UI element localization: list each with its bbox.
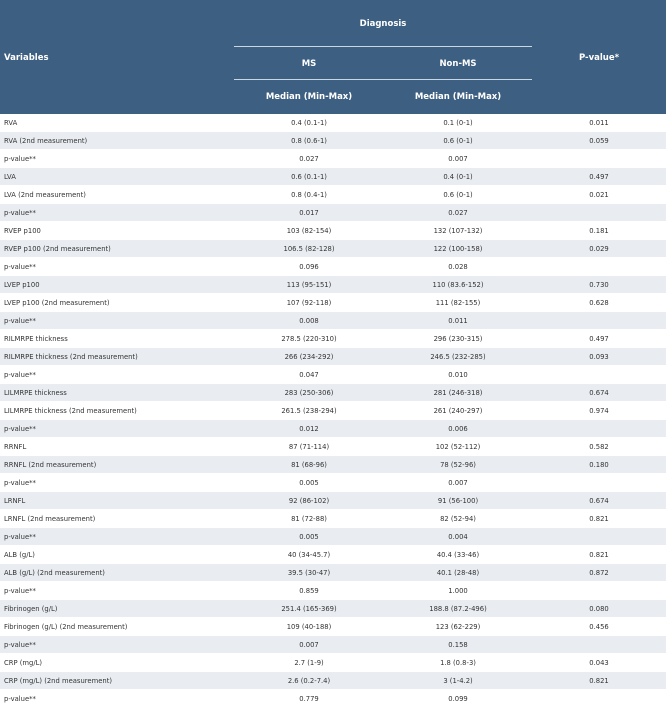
variable-cell: ALB (g/L) (2nd measurement) [4, 568, 105, 577]
non-ms-cell: 111 (82-155) [435, 298, 481, 307]
table-row [0, 258, 666, 276]
table-row [0, 132, 666, 150]
non-ms-cell: 0.158 [448, 640, 468, 649]
pvalue-cell: 0.080 [589, 604, 609, 613]
ms-cell: 103 (82-154) [286, 226, 332, 235]
ms-cell: 2.7 (1-9) [294, 658, 324, 667]
table-row [0, 564, 666, 582]
table-row [0, 528, 666, 546]
table-row [0, 402, 666, 420]
table-row [0, 582, 666, 600]
variable-cell: p-value** [4, 208, 36, 217]
pvalue-cell: 0.456 [589, 622, 609, 631]
table-row [0, 384, 666, 402]
variable-cell: CRP (mg/L) [4, 658, 43, 667]
ms-cell: 251.4 (165-369) [281, 604, 337, 613]
non-ms-cell: 78 (52-96) [440, 460, 476, 469]
ms-cell: 2.6 (0.2-7.4) [287, 676, 331, 685]
group-divider [234, 79, 532, 80]
pvalue-cell: 0.093 [589, 352, 609, 361]
non-ms-cell: 40.4 (33-46) [436, 550, 480, 559]
pvalue-cell: 0.628 [589, 298, 609, 307]
ms-cell: 0.007 [299, 640, 319, 649]
ms-cell: 81 (68-96) [291, 460, 327, 469]
non-ms-cell: 246.5 (232-285) [430, 352, 486, 361]
pvalue-cell: 0.730 [589, 280, 609, 289]
variable-cell: RVEP p100 [4, 226, 41, 235]
variable-cell: LVEP p100 [4, 280, 40, 289]
ms-cell: 113 (95-151) [286, 280, 332, 289]
non-ms-cell: 0.010 [448, 370, 468, 379]
non-ms-cell: 0.007 [448, 478, 468, 487]
ms-cell: 261.5 (238-294) [281, 406, 337, 415]
non-ms-cell: 296 (230-315) [433, 334, 483, 343]
ms-median-header: Median (Min-Max) [265, 92, 353, 102]
ms-cell: 92 (86-102) [288, 496, 330, 505]
table-row [0, 420, 666, 438]
ms-cell: 81 (72-88) [291, 514, 327, 523]
ms-cell: 0.005 [299, 532, 319, 541]
non-ms-header: Non-MS [439, 59, 477, 69]
table-row [0, 492, 666, 510]
pvalue-cell: 0.821 [589, 514, 609, 523]
variables-header: Variables [4, 53, 49, 63]
non-ms-cell: 0.007 [448, 154, 468, 163]
pvalue-cell: 0.674 [589, 388, 609, 397]
ms-cell: 0.4 (0.1-1) [291, 118, 327, 127]
pvalue-cell: 0.497 [589, 172, 609, 181]
non-ms-cell: 0.004 [448, 532, 468, 541]
ms-header: MS [301, 59, 317, 69]
variable-cell: RILMRPE thickness (2nd measurement) [4, 352, 138, 361]
variable-cell: LILMRPE thickness [4, 388, 67, 397]
non-ms-cell: 1.8 (0.8-3) [440, 658, 476, 667]
pvalue-cell: 0.011 [589, 118, 609, 127]
variable-cell: LVEP p100 (2nd measurement) [4, 298, 110, 307]
pvalue-cell: 0.974 [589, 406, 609, 415]
table-row [0, 330, 666, 348]
diagnosis-divider [234, 46, 532, 47]
pvalue-cell: 0.821 [589, 550, 609, 559]
pvalue-header: P-value* [578, 53, 620, 63]
non-ms-cell: 188.8 (87.2-496) [429, 604, 487, 613]
variable-cell: RILMRPE thickness [4, 334, 68, 343]
non-ms-cell: 1.000 [448, 586, 468, 595]
table-row [0, 150, 666, 168]
variable-cell: RVA [4, 118, 18, 127]
non-ms-cell: 40.1 (28-48) [436, 568, 480, 577]
table-row [0, 438, 666, 456]
pvalue-cell: 0.497 [589, 334, 609, 343]
table-row [0, 600, 666, 618]
ms-cell: 0.005 [299, 478, 319, 487]
table-row [0, 366, 666, 384]
pvalue-cell: 0.180 [589, 460, 609, 469]
table-row [0, 114, 666, 132]
table-body [0, 114, 666, 708]
ms-cell: 39.5 (30-47) [287, 568, 331, 577]
non-ms-cell: 0.006 [448, 424, 468, 433]
table-row [0, 474, 666, 492]
table-row [0, 456, 666, 474]
ms-cell: 40 (34-45.7) [287, 550, 331, 559]
pvalue-cell: 0.059 [589, 136, 609, 145]
ms-cell: 0.027 [299, 154, 319, 163]
variable-cell: p-value** [4, 694, 36, 703]
table-row [0, 240, 666, 258]
variable-cell: RRNFL [4, 442, 27, 451]
variable-cell: p-value** [4, 586, 36, 595]
ms-cell: 283 (250-306) [284, 388, 334, 397]
pvalue-cell: 0.029 [589, 244, 609, 253]
ms-cell: 0.012 [299, 424, 319, 433]
pvalue-cell: 0.021 [589, 190, 609, 199]
non-ms-cell: 82 (52-94) [440, 514, 476, 523]
non-ms-cell: 0.011 [448, 316, 468, 325]
non-ms-cell: 110 (83.6-152) [432, 280, 484, 289]
ms-cell: 0.047 [299, 370, 319, 379]
non-ms-cell: 261 (240-297) [433, 406, 483, 415]
variable-cell: Fibrinogen (g/L) (2nd measurement) [4, 622, 128, 631]
non-ms-cell: 123 (62-229) [435, 622, 481, 631]
pvalue-cell: 0.582 [589, 442, 609, 451]
table-header [0, 0, 666, 114]
ms-cell: 0.8 (0.4-1) [291, 190, 327, 199]
variable-cell: p-value** [4, 478, 36, 487]
variable-cell: Fibrinogen (g/L) [4, 604, 58, 613]
non-ms-cell: 0.1 (0-1) [443, 118, 473, 127]
pvalue-cell: 0.821 [589, 676, 609, 685]
variable-cell: p-value** [4, 370, 36, 379]
non-ms-cell: 132 (107-132) [433, 226, 483, 235]
ms-cell: 0.017 [299, 208, 319, 217]
ms-cell: 0.859 [299, 586, 319, 595]
pvalue-cell: 0.872 [589, 568, 609, 577]
non-ms-cell: 122 (100-158) [433, 244, 483, 253]
table-row [0, 294, 666, 312]
non-ms-cell: 3 (1-4.2) [443, 676, 473, 685]
table-row [0, 618, 666, 636]
ms-cell: 0.779 [299, 694, 319, 703]
ms-cell: 87 (71-114) [288, 442, 330, 451]
pvalue-cell: 0.674 [589, 496, 609, 505]
table-row [0, 510, 666, 528]
variable-cell: ALB (g/L) [4, 550, 35, 559]
non-ms-cell: 0.4 (0-1) [443, 172, 473, 181]
table-row [0, 690, 666, 708]
variable-cell: RVA (2nd measurement) [4, 136, 88, 145]
table-row [0, 276, 666, 294]
pvalue-cell: 0.181 [589, 226, 609, 235]
variable-cell: RRNFL (2nd measurement) [4, 460, 97, 469]
ms-cell: 266 (234-292) [284, 352, 334, 361]
variable-cell: LRNFL [4, 496, 26, 505]
non-ms-median-header: Median (Min-Max) [414, 92, 502, 102]
variable-cell: p-value** [4, 154, 36, 163]
ms-cell: 0.096 [299, 262, 319, 271]
diagnosis-header: Diagnosis [359, 19, 407, 29]
table-row [0, 546, 666, 564]
non-ms-cell: 281 (246-318) [433, 388, 483, 397]
table-row [0, 672, 666, 690]
variable-cell: p-value** [4, 262, 36, 271]
table-row [0, 348, 666, 366]
table-row [0, 222, 666, 240]
ms-cell: 107 (92-118) [286, 298, 332, 307]
non-ms-cell: 91 (56-100) [437, 496, 479, 505]
ms-cell: 0.008 [299, 316, 319, 325]
table-row [0, 168, 666, 186]
variable-cell: CRP (mg/L) (2nd measurement) [4, 676, 113, 685]
non-ms-cell: 0.099 [448, 694, 468, 703]
variable-cell: p-value** [4, 424, 36, 433]
variable-cell: LVA [4, 172, 16, 181]
table-row [0, 186, 666, 204]
variable-cell: p-value** [4, 316, 36, 325]
ms-cell: 109 (40-188) [286, 622, 332, 631]
ms-cell: 106.5 (82-128) [283, 244, 335, 253]
non-ms-cell: 0.027 [448, 208, 468, 217]
ms-cell: 278.5 (220-310) [281, 334, 337, 343]
non-ms-cell: 102 (52-112) [435, 442, 481, 451]
table-row [0, 204, 666, 222]
pvalue-cell: 0.043 [589, 658, 609, 667]
table-row [0, 636, 666, 654]
non-ms-cell: 0.6 (0-1) [443, 190, 473, 199]
non-ms-cell: 0.028 [448, 262, 468, 271]
variable-cell: RVEP p100 (2nd measurement) [4, 244, 111, 253]
non-ms-cell: 0.6 (0-1) [443, 136, 473, 145]
table-row [0, 312, 666, 330]
table-row [0, 654, 666, 672]
variable-cell: p-value** [4, 640, 36, 649]
variable-cell: LILMRPE thickness (2nd measurement) [4, 406, 137, 415]
ms-cell: 0.8 (0.6-1) [291, 136, 327, 145]
variable-cell: LRNFL (2nd measurement) [4, 514, 96, 523]
ms-cell: 0.6 (0.1-1) [291, 172, 327, 181]
variable-cell: p-value** [4, 532, 36, 541]
variable-cell: LVA (2nd measurement) [4, 190, 86, 199]
